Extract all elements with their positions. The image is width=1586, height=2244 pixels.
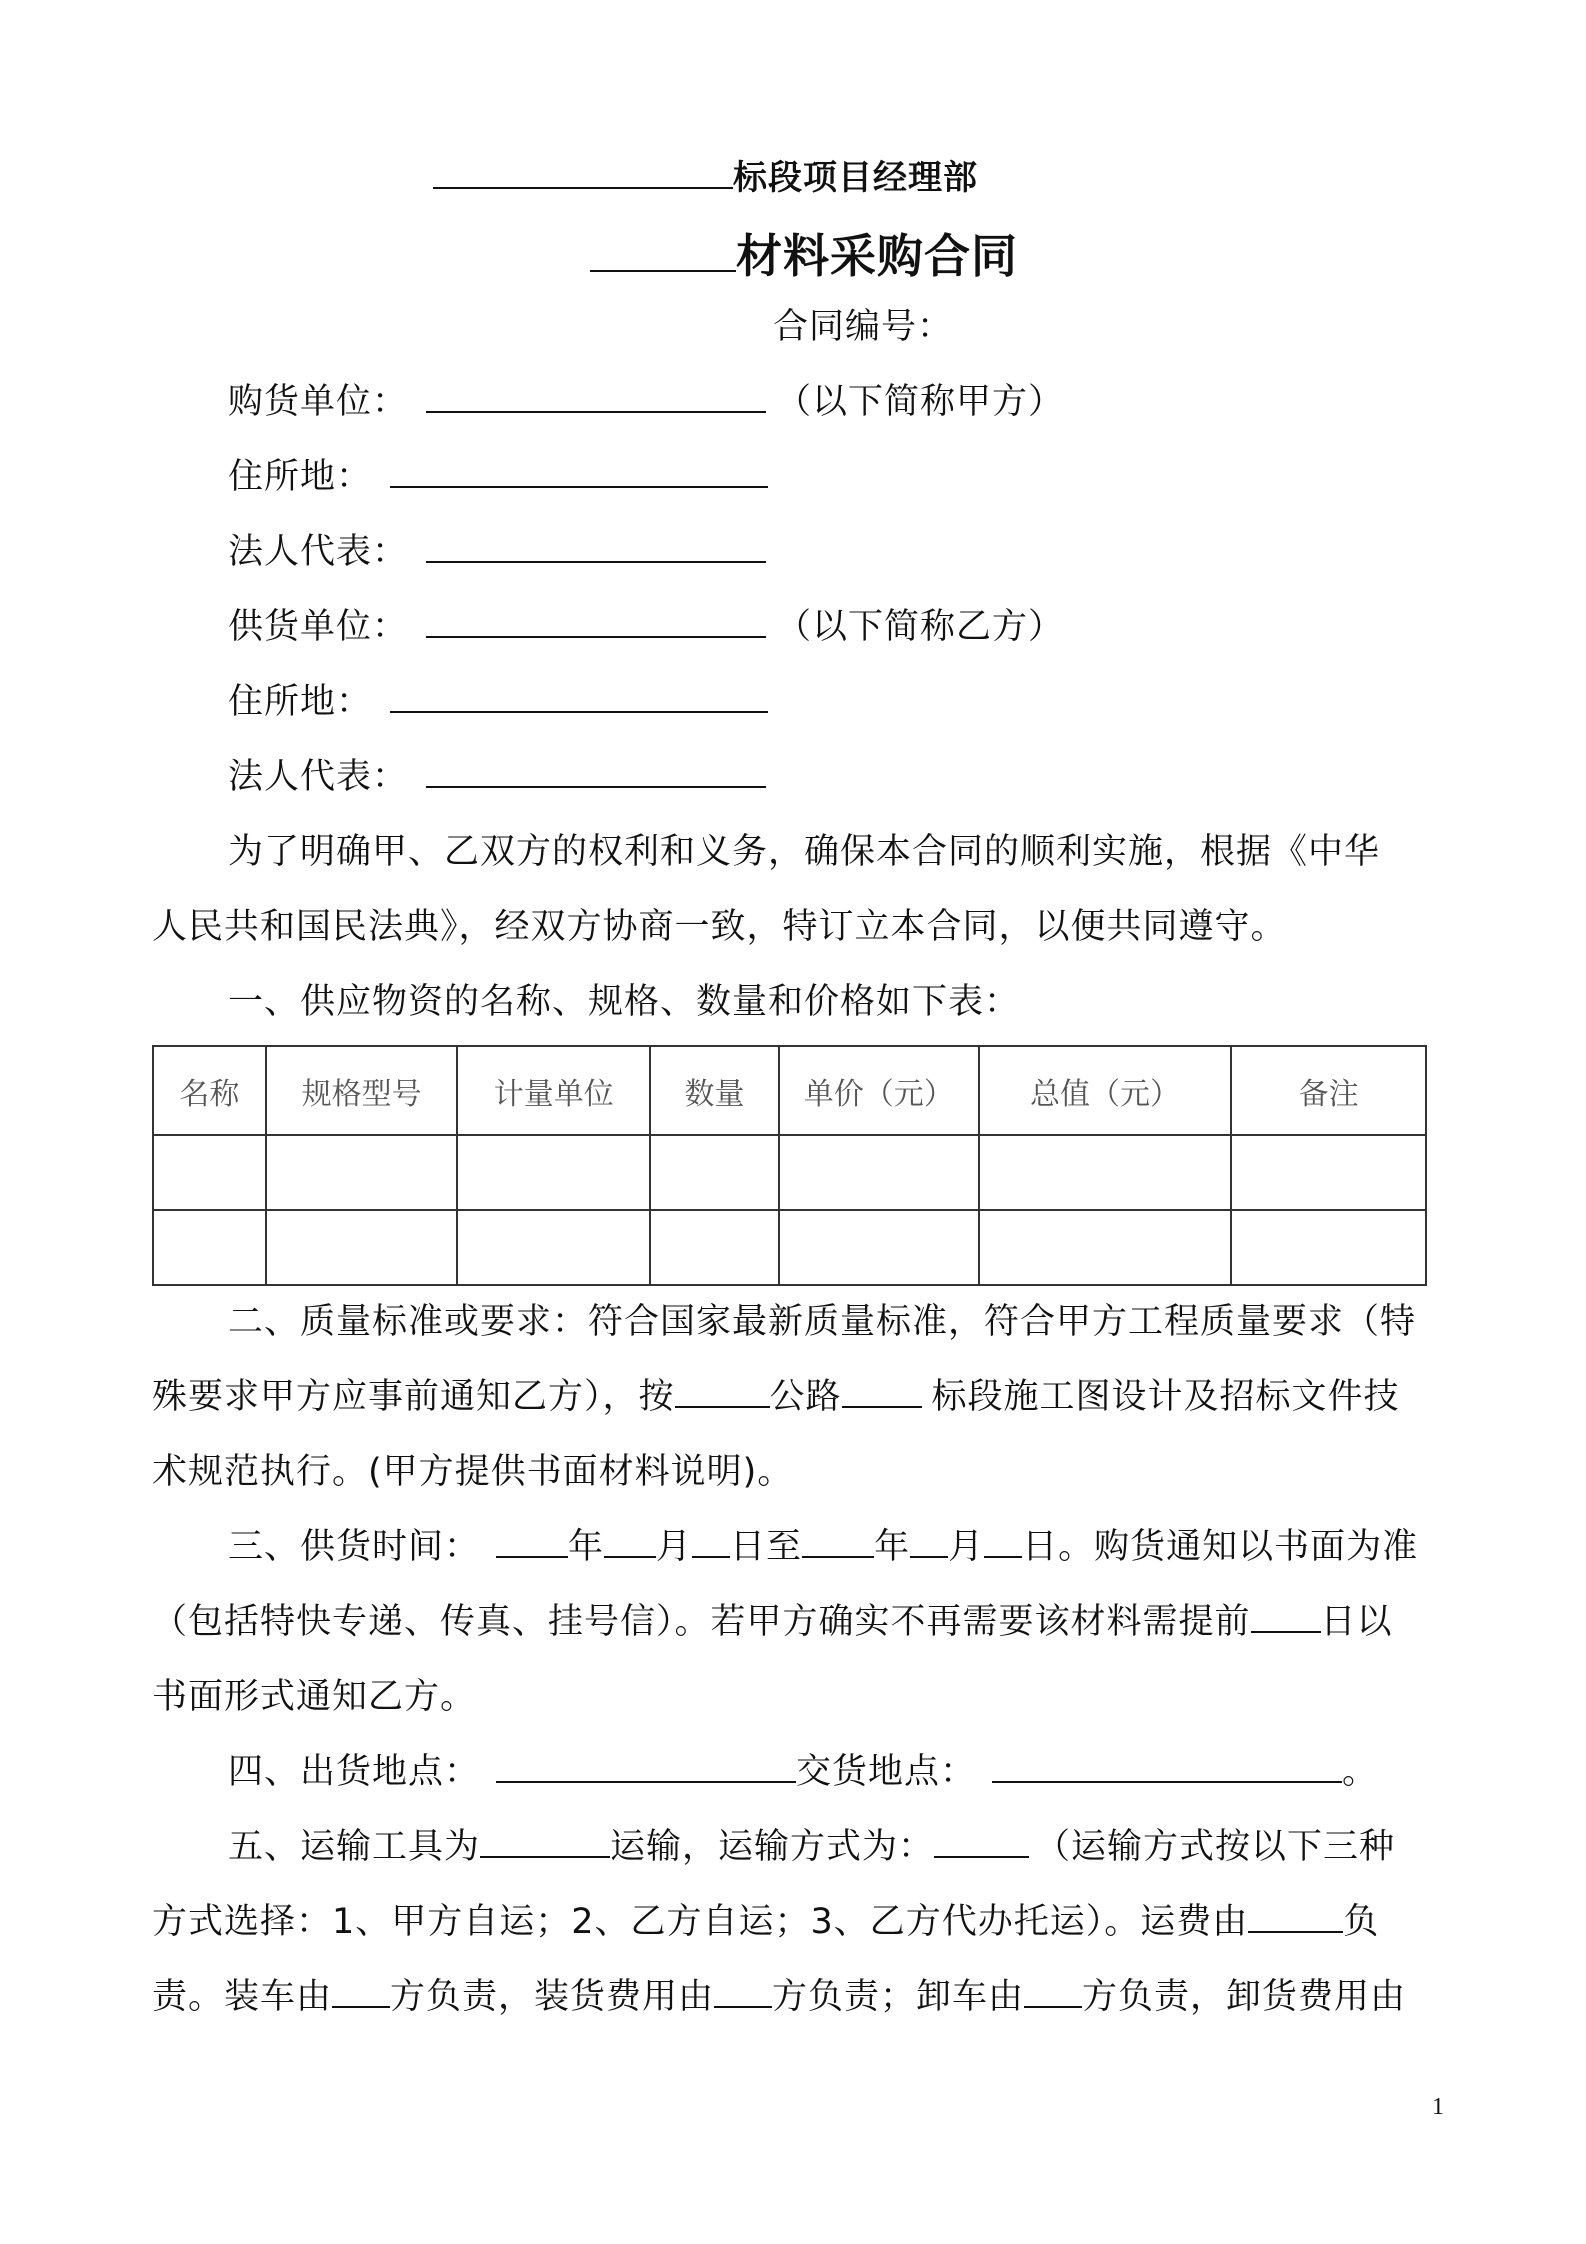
intro-line-1: 为了明确甲、乙双方的权利和义务，确保本合同的顺利实施，根据《中华 [228,832,1381,872]
section4-line [228,1750,1378,1794]
col-header-name: 名称 [153,1046,266,1135]
section3-month-2: 月 [948,1527,985,1567]
road-name-blank[interactable] [675,1378,770,1408]
loading-fee-party-blank[interactable] [714,1978,772,2008]
section2-line-2-a: 殊要求甲方应事前通知乙方），按 [152,1377,675,1417]
buyer-address-row [228,455,768,499]
delivery-place-field[interactable] [992,1753,1342,1783]
col-header-unit: 计量单位 [457,1046,650,1135]
section1-heading: 一、供应物资的名称、规格、数量和价格如下表： [228,982,1021,1022]
section2-line-2 [152,1375,1400,1419]
section3-line-2 [152,1600,1393,1644]
unloading-party-blank[interactable] [1024,1978,1082,2008]
table-cell[interactable] [457,1135,650,1210]
start-month-blank[interactable] [604,1528,656,1558]
section3-line-1 [228,1525,1418,1569]
section5-line-3-a: 责。装车由 [152,1977,333,2017]
table-cell[interactable] [779,1210,979,1285]
section3-line-2-a: （包括特快专递、传真、挂号信）。若甲方确实不再需要该材料需提前 [152,1602,1251,1642]
table-cell[interactable] [153,1135,266,1210]
table-cell[interactable] [979,1135,1232,1210]
col-header-unit-price: 单价（元） [779,1046,979,1135]
section2-road: 公路 [769,1377,842,1417]
section3-day-to: 日至 [730,1527,803,1567]
start-year-blank[interactable] [496,1528,568,1558]
section3-line-2-b: 日以 [1320,1602,1393,1642]
table-cell[interactable] [457,1210,650,1285]
section4-end: 。 [1342,1752,1379,1792]
supplier-field[interactable] [426,608,766,638]
section5-line-3-d: 方负责，卸货费用由 [1082,1977,1407,2017]
section4-label: 四、出货地点： [228,1752,481,1792]
table-cell[interactable] [1231,1210,1426,1285]
section5-line-3-c: 方负责；卸车由 [772,1977,1025,2017]
section3-day-end: 日。购货通知以书面为准 [1022,1527,1419,1567]
buyer-address-label: 住所地： [228,457,373,497]
table-cell[interactable] [650,1210,779,1285]
notice-days-blank[interactable] [1251,1603,1321,1633]
buyer-field[interactable] [426,383,766,413]
section3-year-2: 年 [874,1527,911,1567]
section5-mid: 运输，运输方式为： [610,1827,935,1867]
supplier-address-label: 住所地： [228,682,373,722]
supplier-legal-rep-row [228,755,766,799]
col-header-remarks: 备注 [1231,1046,1426,1135]
section5-tail: （运输方式按以下三种 [1035,1827,1396,1867]
supplier-address-field[interactable] [390,683,768,713]
goods-table [152,1045,1427,1286]
table-cell[interactable] [779,1135,979,1210]
start-day-blank[interactable] [692,1528,730,1558]
section3-year: 年 [568,1527,605,1567]
supplier-label: 供货单位： [228,607,409,647]
section5-line-2-b: 负 [1343,1902,1380,1942]
freight-payer-blank[interactable] [1248,1903,1343,1933]
supplier-legal-rep-label: 法人代表： [228,757,409,797]
col-header-quantity: 数量 [650,1046,779,1135]
contract-title [590,228,1018,284]
buyer-alias: （以下简称甲方） [776,382,1065,422]
section-no-blank[interactable] [842,1378,922,1408]
buyer-address-field[interactable] [390,458,768,488]
section3-label: 三、供货时间： [228,1527,481,1567]
material-name-blank[interactable] [590,228,736,272]
col-header-spec: 规格型号 [266,1046,458,1135]
department-suffix: 标段项目经理部 [733,158,978,198]
contract-no [773,305,953,349]
table-cell[interactable] [266,1135,458,1210]
shipping-place-field[interactable] [496,1753,796,1783]
section2-line-1: 二、质量标准或要求：符合国家最新质量标准，符合甲方工程质量要求（特 [228,1302,1417,1342]
end-month-blank[interactable] [910,1528,948,1558]
table-cell[interactable] [1231,1135,1426,1210]
intro-line-2: 人民共和国民法典》，经双方协商一致，特订立本合同，以便共同遵守。 [152,907,1287,947]
section2-line-2-c: 标段施工图设计及招标文件技 [931,1377,1400,1417]
contract-no-label: 合同编号： [773,307,954,347]
section2-line-3: 术规范执行。(甲方提供书面材料说明)。 [152,1452,794,1492]
buyer-legal-rep-field[interactable] [426,533,766,563]
buyer-label: 购货单位： [228,382,409,422]
page-title: 材料采购合同 [736,229,1018,283]
buyer-row [228,380,1064,424]
transport-mode-blank[interactable] [934,1828,1029,1858]
table-cell[interactable] [979,1210,1232,1285]
loading-party-blank[interactable] [332,1978,390,2008]
table-cell[interactable] [153,1210,266,1285]
department-header [433,156,978,200]
section5-line-2 [152,1900,1379,1944]
supplier-address-row [228,680,768,724]
section5-line-3-b: 方负责，装货费用由 [390,1977,715,2017]
project-name-blank[interactable] [433,159,733,189]
table-header-row [153,1046,1426,1135]
end-day-blank[interactable] [984,1528,1022,1558]
page-number: 1 [1432,2094,1444,2120]
buyer-legal-rep-row [228,530,766,574]
section5-line-1 [228,1825,1395,1869]
col-header-total: 总值（元） [979,1046,1232,1135]
section5-line-2-a: 方式选择：1、甲方自运；2、乙方自运；3、乙方代办托运）。运费由 [152,1902,1249,1942]
delivery-label: 交货地点： [796,1752,977,1792]
section3-line-3: 书面形式通知乙方。 [152,1677,477,1717]
supplier-row [228,605,1064,649]
table-row [153,1135,1426,1210]
table-cell[interactable] [266,1210,458,1285]
end-year-blank[interactable] [802,1528,874,1558]
section5-label: 五、运输工具为 [228,1827,481,1867]
table-cell[interactable] [650,1135,779,1210]
supplier-alias: （以下简称乙方） [776,607,1065,647]
transport-tool-blank[interactable] [480,1828,610,1858]
section5-line-3 [152,1975,1406,2019]
section3-month: 月 [656,1527,693,1567]
supplier-legal-rep-field[interactable] [426,758,766,788]
buyer-legal-rep-label: 法人代表： [228,532,409,572]
table-row [153,1210,1426,1285]
